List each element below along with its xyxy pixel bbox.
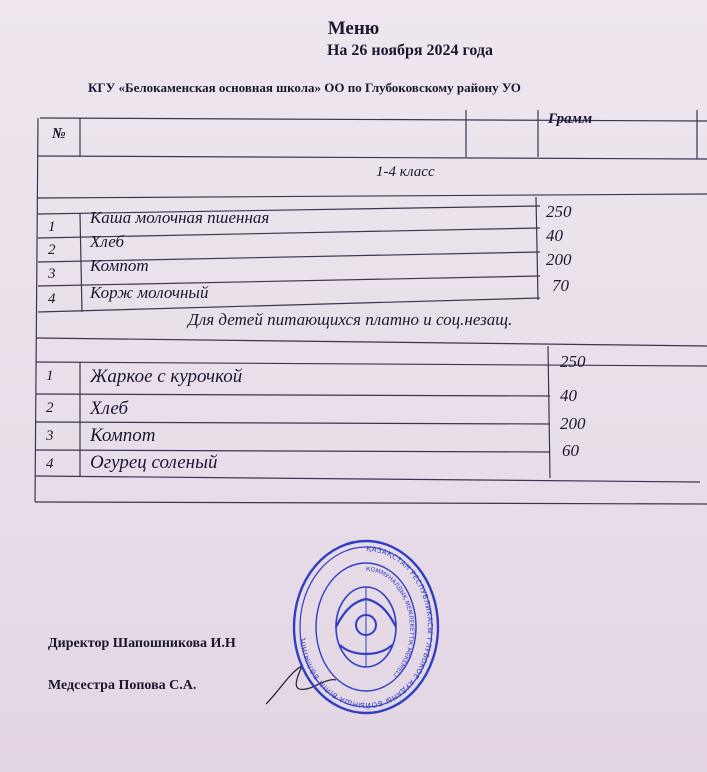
dish-grams: 40 — [546, 226, 563, 245]
row-number: 3 — [48, 266, 56, 282]
nurse-signature-line: Медсестра Попова С.А. — [48, 678, 197, 693]
row-number: 1 — [46, 368, 54, 384]
dish-grams: 60 — [562, 441, 579, 460]
dish-grams: 200 — [546, 250, 572, 269]
dish-grams: 250 — [546, 202, 572, 221]
stamp-outer-text: ҚАЗАҚСТАН РЕСПУБЛИКАСЫ ГЛУБОКОЕ АУДАНЫ БОЙЫНША БІЛІМ БӨЛІМІНІҢ — [298, 544, 435, 710]
row-number: 2 — [46, 400, 54, 416]
stamp-inner-text: КОММУНАЛДЫҚ МЕМЛЕКЕТТІК МЕКЕМЕСІ — [365, 565, 415, 679]
row-number: 4 — [46, 456, 54, 472]
dish-grams: 70 — [552, 276, 569, 295]
official-stamp — [290, 537, 442, 720]
row-number: 3 — [46, 428, 54, 444]
header-number: № — [52, 126, 66, 142]
dish-name: Корж молочный — [90, 283, 209, 302]
dish-name: Огурец соленый — [90, 452, 218, 473]
dish-grams: 200 — [560, 414, 586, 433]
dish-name: Компот — [90, 425, 156, 446]
dish-grams: 250 — [560, 352, 586, 371]
dish-name: Компот — [90, 256, 149, 275]
document-date: На 26 ноября 2024 года — [326, 42, 494, 59]
document-title: Меню — [327, 18, 380, 39]
dish-name: Каша молочная пшенная — [90, 208, 270, 227]
svg-text:КОММУНАЛДЫҚ МЕМЛЕКЕТТІК МЕКЕМЕ — [366, 566, 415, 678]
dish-name: Хлеб — [90, 232, 125, 251]
dish-name: Хлеб — [90, 398, 129, 419]
row-number: 2 — [48, 242, 56, 258]
dish-name: Жаркое с курочкой — [90, 366, 243, 387]
school-name: КГУ «Белокаменская основная школа» ОО по Глубоковскому району УО — [88, 80, 521, 95]
header-grams: Грамм — [548, 111, 593, 127]
dish-grams: 40 — [560, 386, 577, 405]
section-title-grades-1-4: 1-4 класс — [376, 164, 435, 180]
row-number: 4 — [48, 291, 56, 307]
section-title-paid: Для детей питающихся платно и соц.незащ. — [188, 310, 513, 329]
row-number: 1 — [48, 219, 56, 235]
director-signature-line: Директор Шапошникова И.Н — [48, 636, 236, 651]
